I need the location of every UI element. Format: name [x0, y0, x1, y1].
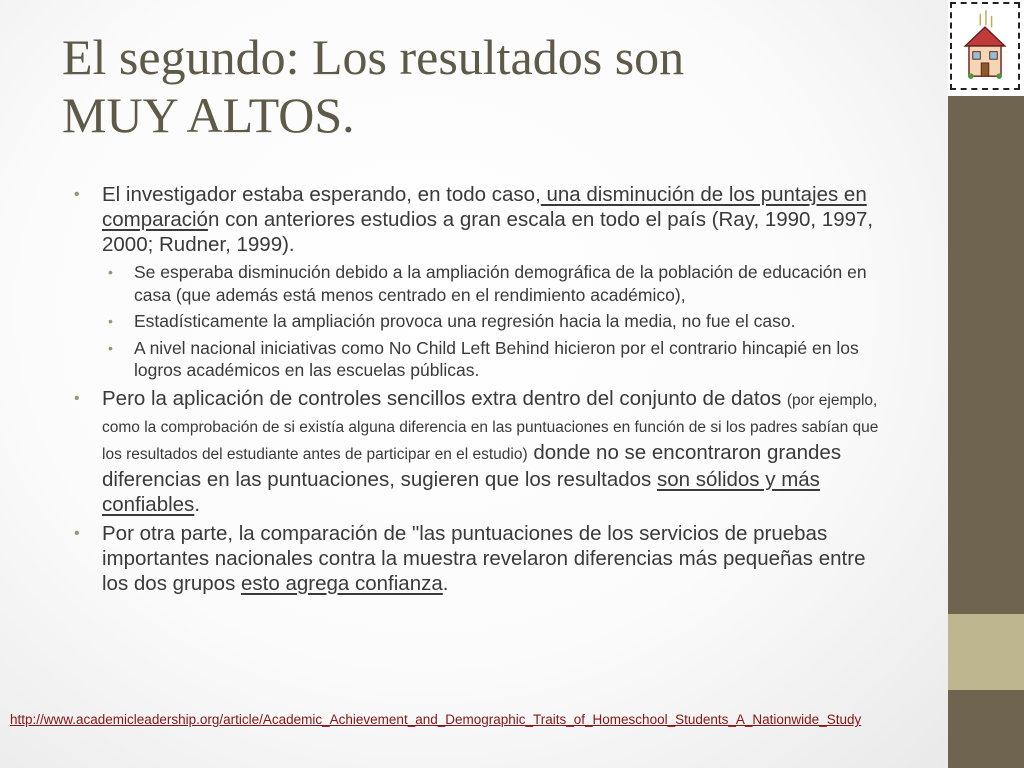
- bullet-2-text-b: donde no se encontraron grandes diferencias en las puntuaciones, sugieren que los resultados: [102, 440, 842, 491]
- house-logo-icon: [950, 2, 1020, 90]
- sub-bullet-2-text: Estadísticamente la ampliación provoca una regresión hacia la media, no fue el caso.: [134, 311, 796, 331]
- bullet-1-text-b: n con anteriores estudios a gran escala en todo el país (Ray, 1990, 1997, 2000; Rudner, 1999).: [102, 208, 874, 256]
- sidebar-bottom-band: [948, 690, 1024, 768]
- bullet-item-1: [72, 182, 892, 257]
- bullet-1-underlined: una disminución de los puntajes en comparació: [102, 183, 867, 231]
- bullet-2-parenthetical: (por ejemplo, como la comprobación de si existía alguna diferencia en las puntuaciones en función de si los padres sabían que los resultados del estudiante antes de participar en el estudio): [102, 391, 879, 463]
- bullet-dot-icon: •: [74, 186, 80, 203]
- bullet-dot-icon: •: [108, 313, 113, 329]
- bullet-item-2: [72, 386, 892, 517]
- bullet-3-text-a: Por otra parte, la comparación de "las puntuaciones de los servicios de pruebas importantes nacionales contra la muestra revelaron diferencias más pequeñas entre los dos grupos: [102, 521, 866, 595]
- sub-bullet-2: [72, 310, 892, 333]
- bullet-item-3: [72, 521, 892, 596]
- title-line-1: El segundo: Los resultados son: [62, 29, 685, 85]
- bullet-dot-icon: •: [74, 389, 80, 407]
- bullet-1-text-a: El investigador estaba esperando, en todo caso,: [102, 183, 541, 206]
- bullet-dot-icon: •: [108, 264, 113, 280]
- bullet-3-underlined: esto agrega confianza: [241, 571, 443, 595]
- title-line-2: MUY ALTOS.: [62, 87, 355, 143]
- sub-bullet-3-text: A nivel nacional iniciativas como No Child Left Behind hicieron por el contrario hincapié en los logros académicos en las escuelas públicas.: [134, 337, 859, 380]
- slide-title: [62, 28, 922, 144]
- bullet-list: [72, 182, 892, 600]
- bullet-dot-icon: •: [74, 524, 80, 542]
- decorative-sidebar: [948, 0, 1024, 768]
- bullet-3-text-b: .: [442, 571, 449, 595]
- bullet-2-text-c: .: [194, 492, 201, 516]
- sub-bullet-1: [72, 261, 892, 306]
- sub-bullet-3: [72, 337, 892, 382]
- sub-bullet-1-text: Se esperaba disminución debido a la ampliación demográfica de la población de educación en casa (que además está menos centrado en el rendimiento académico),: [134, 262, 867, 305]
- bullet-dot-icon: •: [108, 339, 113, 356]
- bullet-2-underlined: son sólidos y más confiables: [102, 467, 820, 516]
- sidebar-light-band: [948, 614, 1024, 690]
- source-link[interactable]: http://www.academicleadership.org/article/Academic_Achievement_and_Demographic_Traits_of_Homeschool_Students_A_Nationwide_Study: [10, 712, 862, 727]
- bullet-2-text-a: Pero la aplicación de controles sencillos extra dentro del conjunto de datos: [102, 386, 787, 410]
- sidebar-dark-band: [948, 96, 1024, 614]
